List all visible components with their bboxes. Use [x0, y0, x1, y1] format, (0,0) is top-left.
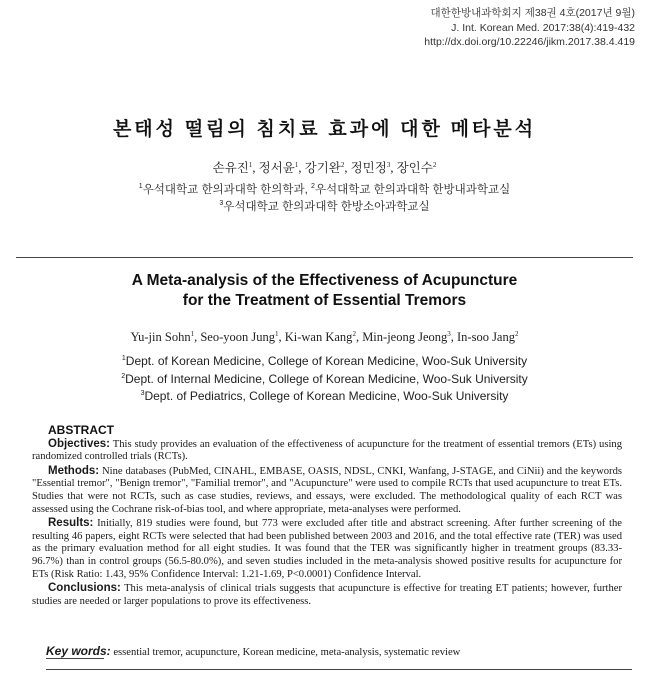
english-affiliation-3 — [0, 389, 649, 403]
author-affiliation-mark: 2 — [432, 160, 437, 169]
author-affiliation-mark: 2 — [514, 329, 519, 338]
english-affiliation-1 — [0, 354, 649, 368]
affiliation-text: Dept. of Internal Medicine, College of Korean Medicine, Woo-Suk University — [125, 372, 528, 386]
english-title-line-2: for the Treatment of Essential Tremors — [182, 292, 467, 309]
affiliation-mark: 1 — [121, 355, 126, 362]
affiliation-text: Dept. of Pediatrics, College of Korean Medicine, Woo-Suk University — [144, 389, 509, 403]
author-name: Seo-yoon Jung — [200, 330, 275, 344]
author-name: In-soo Jang — [457, 330, 515, 344]
author-name: 강기완 — [304, 161, 341, 175]
author-affiliation-mark: 1 — [248, 160, 253, 169]
author-affiliation-mark: 1 — [294, 160, 299, 169]
author-affiliation-mark: 3 — [386, 160, 391, 169]
korean-authors: 손유진$^1$, 정서윤$^1$, 강기완$^2$, 정민정$^3$, 장인수$^2$ — [212, 160, 437, 175]
affiliation-mark: 3 — [140, 390, 145, 397]
english-authors: Yu-jin Sohn$^1$, Seo-yoon Jung$^1$, Ki-wan Kang$^2$, Min-jeong Jeong$^3$, In-soo Jang$^2$ — [130, 329, 519, 344]
methods-label: Methods: — [48, 464, 100, 477]
author-name: 손유진 — [212, 161, 249, 175]
results-text: Initially, 819 studies were found, but 773 were excluded after title and abstract screening. After further screening of the resulting 46 papers, eight RCTs were selected that had been published between 2003 and 2016, and the total effective rate (TER) was used as the primary evaluation method for all eight studies. It was found that the TER was significantly higher in treatment groups (83.33-96.7%) than in control groups (56.5-80.0%), and seven studies included in the meta-analysis showed positive results for acupuncture for ETs (Risk Ratio: 1.43, 95% Confidence Interval: 1.21-1.69, P<0.0001) Confidence Interval. — [32, 518, 623, 580]
korean-affiliation-2: 우석대학교 한의과대학 한방내과학교실 — [314, 184, 511, 196]
author-affiliation-mark: 2 — [352, 329, 356, 338]
doi-link[interactable]: http://dx.doi.org/10.22246/jikm.2017.38.4.419 — [424, 36, 635, 48]
korean-title: 본태성 떨림의 침치료 효과에 대한 메타분석 — [112, 119, 537, 140]
author-name: Yu-jin Sohn — [130, 330, 191, 344]
korean-affiliation-3: 우석대학교 한의과대학 한방소아과학교실 — [223, 201, 430, 213]
abstract — [32, 424, 622, 609]
journal-header — [424, 6, 635, 50]
keywords-row — [46, 644, 626, 658]
author-name: 장인수 — [396, 161, 433, 175]
korean-affiliation-1: 우석대학교 한의과대학 한의학과, — [142, 184, 308, 196]
keywords-label: Key words: — [46, 644, 111, 658]
author-affiliation-mark: 3 — [447, 329, 451, 338]
section-divider — [16, 257, 633, 258]
conclusions-label: Conclusions: — [48, 582, 121, 595]
abstract-conclusions — [32, 582, 622, 608]
objectives-label: Objectives: — [48, 437, 110, 450]
affiliation-mark: 3 — [219, 200, 224, 208]
bottom-divider — [46, 669, 632, 670]
affiliation-text: Dept. of Korean Medicine, College of Korean Medicine, Woo-Suk University — [125, 354, 528, 368]
author-name: 정민정 — [350, 161, 387, 175]
conclusions-text: This meta-analysis of clinical trials suggests that acupuncture is effective for treating ET patients; however, further studies are needed or larger populations to prove its effectiveness. — [32, 583, 622, 607]
keywords-underline — [46, 658, 104, 659]
keywords-text: essential tremor, acupuncture, Korean medicine, meta-analysis, systematic review — [113, 647, 461, 658]
affiliation-mark: 2 — [311, 183, 315, 191]
journal-citation: J. Int. Korean Med. 2017:38(4):419-432 — [451, 21, 635, 34]
author-affiliation-mark: 1 — [274, 329, 279, 338]
affiliation-mark: 2 — [121, 373, 126, 380]
abstract-results — [32, 517, 622, 581]
methods-text: Nine databases (PubMed, CINAHL, EMBASE, OASIS, NDSL, CNKI, Wanfang, J-STAGE, and CiNii) and the keywords "Essential tremor", "Benign tremor", "Familial tremor", and "Acupuncture" were used to compile RCTs that used acupuncture to treat ETs. Studies that were not RCTs, such as case studies, reviews, and essays, were excluded. The methodological quality of each RCT was assessed using the Cochrane risk-of-bias tool, and where appropriate, meta-analyses were performed. — [32, 465, 622, 515]
affiliation-mark: 1 — [138, 183, 143, 191]
korean-affiliation-line-1 — [0, 181, 649, 197]
author-name: Ki-wan Kang — [284, 330, 353, 344]
abstract-heading: ABSTRACT — [48, 423, 114, 437]
korean-affiliation-line-2 — [0, 198, 649, 214]
author-name: 정서윤 — [258, 161, 295, 175]
author-affiliation-mark: 2 — [340, 160, 345, 169]
abstract-methods — [32, 465, 622, 516]
results-label: Results: — [48, 517, 94, 530]
english-affiliation-2 — [0, 372, 649, 386]
abstract-objectives — [32, 438, 622, 464]
english-title-line-1: A Meta-analysis of the Effectiveness of Acupuncture — [131, 272, 518, 289]
author-name: Min-jeong Jeong — [362, 330, 448, 344]
author-affiliation-mark: 1 — [190, 329, 195, 338]
journal-volume-korean: 대한한방내과학회지 제38권 4호(2017년 9월) — [430, 7, 635, 19]
objectives-text: This study provides an evaluation of the effectiveness of acupuncture for the treatment of essential tremors (ETs) using randomized controlled trials (RCTs). — [32, 438, 622, 463]
